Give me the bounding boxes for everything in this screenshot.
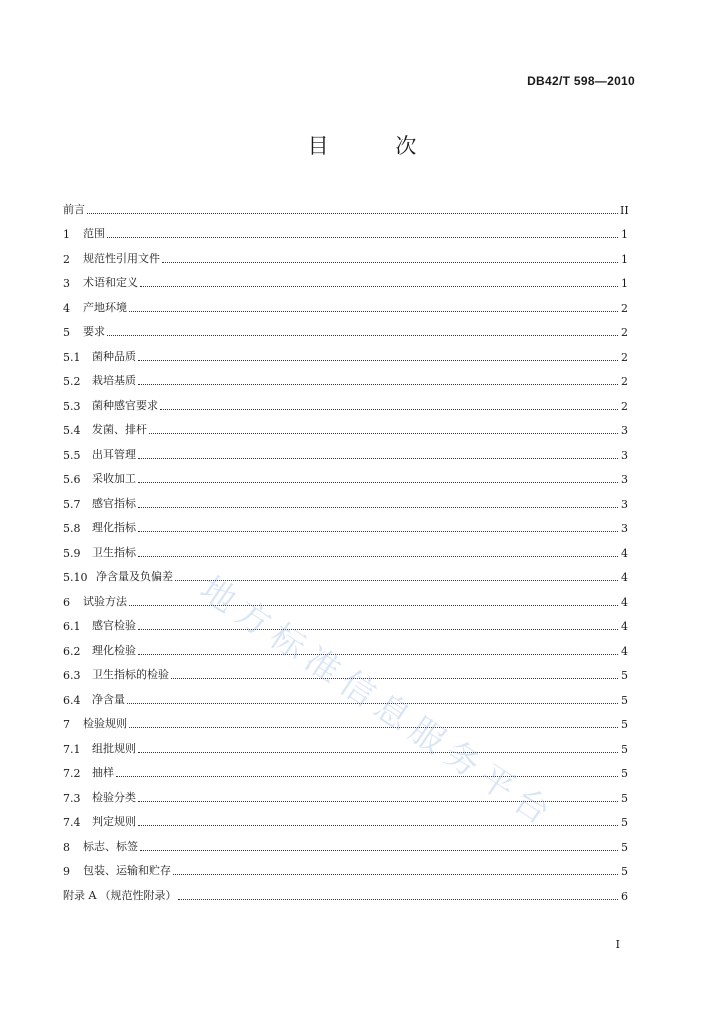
toc-entry-number: 6 [63, 595, 70, 609]
toc-entry-page: 3 [621, 497, 628, 511]
toc-entry[interactable] [63, 805, 628, 830]
dot-leader [160, 408, 618, 410]
toc-entry-number: 8 [63, 840, 70, 854]
toc-entry[interactable] [63, 388, 628, 413]
toc-entry-label: 判定规则 [92, 815, 136, 828]
dot-leader [127, 702, 618, 704]
toc-entry-label: 出耳管理 [92, 447, 136, 461]
toc-entry-number: 4 [63, 301, 70, 315]
toc-entry-page: 5 [621, 693, 628, 707]
page-title: 目 次 [307, 134, 447, 158]
toc-entry-page: 5 [621, 767, 628, 780]
toc-entry[interactable] [63, 290, 628, 315]
toc-entry-page: 3 [621, 424, 628, 437]
toc-entry-number: 5.6 [63, 473, 81, 486]
toc-entry-page: 3 [621, 473, 628, 486]
toc-entry-number: 5.9 [63, 546, 81, 560]
toc-entry-page: 4 [621, 571, 628, 584]
toc-entry-page: 2 [621, 326, 628, 339]
toc-entry-page: 5 [621, 840, 628, 854]
toc-entry-label: 菌种感官要求 [92, 398, 158, 412]
toc-entry-number: 7.2 [63, 767, 81, 780]
toc-entry-page: 4 [621, 644, 628, 658]
dot-leader [138, 800, 618, 802]
dot-leader [116, 775, 618, 777]
toc-entry[interactable] [63, 854, 628, 879]
toc-entry[interactable] [63, 462, 628, 487]
toc-entry-label: 卫生指标 [92, 545, 136, 559]
toc-entry-number: 5.3 [63, 399, 81, 413]
toc-entry-number: 7 [63, 718, 70, 731]
toc-entry-page: 4 [621, 595, 628, 609]
toc-entry-label: 卫生指标的检验 [92, 668, 169, 681]
toc-entry-number: 7.4 [63, 816, 81, 829]
toc-entry-label: 要求 [83, 325, 105, 338]
toc-entry-page: 2 [621, 399, 628, 413]
toc-entry-label: 检验分类 [92, 790, 136, 804]
toc-entry-number: 5.7 [63, 497, 81, 511]
toc-entry-label: 范围 [83, 227, 105, 240]
toc-entry-label: 术语和定义 [83, 276, 138, 289]
toc-entry[interactable] [63, 756, 628, 781]
toc-entry-page: 2 [621, 301, 628, 315]
toc-entry[interactable] [63, 584, 628, 609]
dot-leader [107, 334, 618, 336]
dot-leader [138, 457, 618, 459]
dot-leader [162, 261, 618, 263]
toc-entry-number: 5.2 [63, 375, 81, 388]
toc-entry-page: 5 [621, 816, 628, 829]
toc-entry-page: 5 [621, 865, 628, 878]
toc-entry[interactable] [63, 707, 628, 732]
dot-leader [138, 383, 618, 385]
toc-entry-label: 规范性引用文件 [83, 251, 160, 265]
toc-entry-label: 采收加工 [92, 472, 136, 485]
dot-leader [140, 285, 618, 287]
dot-leader [173, 873, 618, 875]
toc-entry-page: 1 [621, 252, 628, 266]
toc-entry-number: 1 [63, 228, 70, 241]
toc-entry-number: 5.8 [63, 522, 81, 535]
dot-leader [175, 579, 618, 581]
toc-entry-page: 2 [621, 350, 628, 364]
toc-entry-label: （规范性附录） [99, 888, 177, 902]
toc-entry-page: 4 [621, 546, 628, 560]
dot-leader [138, 751, 618, 753]
toc-entry-label: 标志、标签 [83, 839, 138, 853]
toc-entry[interactable] [63, 192, 628, 217]
toc-entry-label: 栽培基质 [92, 374, 136, 387]
toc-entry-number: 5.5 [63, 448, 81, 462]
dot-leader [138, 530, 618, 532]
dot-leader [138, 824, 618, 826]
toc-entry-page: 6 [621, 889, 628, 903]
toc-entry-page: 4 [621, 620, 628, 633]
toc-entry[interactable] [63, 535, 628, 560]
toc-entry-label: 抽样 [92, 766, 114, 779]
toc-entry-number: 5.10 [63, 571, 88, 584]
toc-entry[interactable] [63, 560, 628, 585]
toc-entry-number: 5 [63, 326, 70, 339]
dot-leader [138, 359, 618, 361]
toc-entry[interactable] [63, 315, 628, 340]
toc-entry[interactable] [63, 511, 628, 536]
toc-entry-label: 前言 [63, 202, 85, 216]
toc-entry[interactable] [63, 731, 628, 756]
toc-entry[interactable] [63, 266, 628, 291]
toc-entry-label: 感官检验 [92, 619, 136, 632]
toc-entry-label: 净含量 [92, 692, 125, 706]
dot-leader [138, 555, 618, 557]
toc-entry[interactable] [63, 437, 628, 462]
toc-entry-page: 3 [621, 448, 628, 462]
document-code: DB42/T 598—2010 [527, 74, 635, 88]
toc-entry[interactable] [63, 486, 628, 511]
toc-entry[interactable] [63, 339, 628, 364]
toc-entry-page: 2 [621, 375, 628, 388]
toc-entry-number: 7.3 [63, 791, 81, 805]
toc-entry[interactable] [63, 241, 628, 266]
toc-entry[interactable] [63, 682, 628, 707]
page-number: I [615, 938, 620, 951]
toc-entry-number: 附录 A [63, 888, 97, 902]
dot-leader [87, 212, 618, 214]
toc-entry-label: 菌种品质 [92, 349, 136, 363]
toc-entry-label: 产地环境 [83, 300, 127, 314]
dot-leader [129, 604, 618, 606]
toc-entry-label: 检验规则 [83, 717, 127, 730]
toc-entry[interactable] [63, 609, 628, 634]
toc-entry-number: 5.1 [63, 350, 81, 364]
dot-leader [171, 677, 618, 679]
toc-entry[interactable] [63, 878, 628, 903]
toc-entry-page: II [620, 203, 629, 217]
toc-entry-label: 理化检验 [92, 643, 136, 657]
toc-entry-page: 5 [621, 742, 628, 756]
dot-leader [138, 653, 618, 655]
dot-leader [149, 432, 618, 434]
toc-entry-number: 6.1 [63, 620, 81, 633]
toc-entry-page: 3 [621, 522, 628, 535]
toc-entry-label: 感官指标 [92, 496, 136, 510]
toc-entry[interactable] [63, 364, 628, 389]
dot-leader [138, 506, 618, 508]
toc-entry-label: 发菌、排杆 [92, 423, 147, 436]
toc-entry-number: 2 [63, 252, 70, 266]
toc-entry[interactable] [63, 829, 628, 854]
toc-entry[interactable] [63, 633, 628, 658]
toc-entry-page: 1 [621, 228, 628, 241]
toc-entry[interactable] [63, 217, 628, 242]
toc-entry[interactable] [63, 413, 628, 438]
dot-leader [178, 898, 618, 900]
toc-entry-number: 6.2 [63, 644, 81, 658]
toc-entry-label: 组批规则 [92, 741, 136, 755]
toc-entry-number: 6.3 [63, 669, 81, 682]
toc-entry-number: 6.4 [63, 693, 81, 707]
toc-entry-page: 1 [621, 277, 628, 290]
toc-entry-number: 5.4 [63, 424, 81, 437]
dot-leader [138, 481, 618, 483]
toc-entry-page: 5 [621, 718, 628, 731]
toc-entry-label: 试验方法 [83, 594, 127, 608]
dot-leader [140, 849, 618, 851]
toc-entry-label: 包装、运输和贮存 [83, 864, 171, 877]
toc-entry-page: 5 [621, 669, 628, 682]
toc-entry-label: 净含量及负偏差 [96, 570, 173, 583]
toc-entry-number: 9 [63, 865, 70, 878]
dot-leader [138, 628, 618, 630]
toc-entry[interactable] [63, 658, 628, 683]
table-of-contents [63, 192, 628, 903]
toc-entry-number: 3 [63, 277, 70, 290]
toc-entry[interactable] [63, 780, 628, 805]
toc-entry-number: 7.1 [63, 742, 81, 756]
dot-leader [107, 236, 618, 238]
dot-leader [129, 726, 618, 728]
toc-entry-page: 5 [621, 791, 628, 805]
toc-entry-label: 理化指标 [92, 521, 136, 534]
dot-leader [129, 310, 618, 312]
watermark: 地方标准信息服务平台 [192, 568, 564, 837]
